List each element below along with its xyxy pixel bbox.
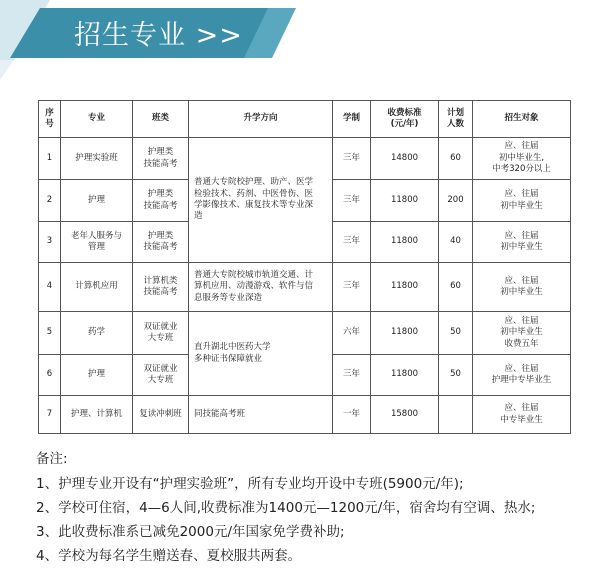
table-row — [39, 396, 571, 434]
cell-class: 复读冲刺班 — [133, 396, 189, 434]
cell-fee: 11800 — [371, 312, 439, 355]
table-row — [39, 263, 571, 312]
cell-fee: 14800 — [371, 138, 439, 180]
table-header-row — [39, 101, 571, 138]
cell-no: 6 — [39, 355, 61, 396]
cell-target: 应、往届 初中毕业生 — [473, 180, 571, 222]
cell-direction: 同技能高考班 — [189, 396, 333, 434]
cell-years: 六年 — [333, 312, 371, 355]
cell-plan: 60 — [439, 138, 473, 180]
cell-fee: 11800 — [371, 263, 439, 312]
cell-class: 护理类 技能高考 — [133, 138, 189, 180]
cell-class: 计算机类 技能高考 — [133, 263, 189, 312]
notes-title: 备注: — [36, 451, 68, 467]
cell-target: 应、往届 初中毕业生, 中考320分以上 — [473, 138, 571, 180]
banner-title: 招生专业 >> — [74, 20, 243, 51]
cell-target: 应、往届 中专毕业生 — [473, 396, 571, 434]
header-no: 序 号 — [39, 101, 61, 138]
cell-target: 应、往届 初中毕业生 — [473, 263, 571, 312]
cell-target: 应、往届 初中毕业生 — [473, 222, 571, 263]
cell-target: 应、往届 初中毕业生 收费五年 — [473, 312, 571, 355]
cell-major: 护理实验班 — [61, 138, 133, 180]
cell-years: 一年 — [333, 396, 371, 434]
cell-no: 1 — [39, 138, 61, 180]
cell-target: 应、往届 护理中专毕业生 — [473, 355, 571, 396]
table-row — [39, 312, 571, 355]
cell-direction: 普通大专院校护理、助产、医学 检验技术、药剂、中医骨伤、医 学影像技术、康复技术等专业深 造 — [189, 138, 333, 263]
cell-major: 老年人服务与 管理 — [61, 222, 133, 263]
cell-no: 3 — [39, 222, 61, 263]
cell-no: 2 — [39, 180, 61, 222]
cell-major: 计算机应用 — [61, 263, 133, 312]
note-item: 2、学校可住宿，4—6人间,收费标准为1400元—1200元/年，宿舍均有空调、热水; — [36, 500, 536, 516]
header-target: 招生对象 — [473, 101, 571, 138]
header-fee: 收费标准 (元/年) — [371, 101, 439, 138]
cell-direction: 普通大专院校城市轨道交通、计 算机应用、动漫游戏、软件与信 息服务等专业深造 — [189, 263, 333, 312]
cell-years: 三年 — [333, 138, 371, 180]
note-item: 3、此收费标准系已减免2000元/年国家免学费补助; — [36, 524, 345, 540]
cell-major: 护理 — [61, 180, 133, 222]
cell-direction: 直升湖北中医药大学 多种证书保障就业 — [189, 312, 333, 396]
cell-fee: 11800 — [371, 355, 439, 396]
header-class: 班类 — [133, 101, 189, 138]
cell-plan: 200 — [439, 180, 473, 222]
cell-class: 双证就业 大专班 — [133, 355, 189, 396]
table-row — [39, 138, 571, 180]
cell-fee: 15800 — [371, 396, 439, 434]
cell-major: 护理、计算机 — [61, 396, 133, 434]
cell-fee: 11800 — [371, 180, 439, 222]
header-direction: 升学方向 — [189, 101, 333, 138]
header-years: 学制 — [333, 101, 371, 138]
note-item: 1、护理专业开设有“护理实验班”，所有专业均开设中专班(5900元/年); — [36, 476, 464, 492]
cell-years: 三年 — [333, 355, 371, 396]
cell-major: 药学 — [61, 312, 133, 355]
header-major: 专业 — [61, 101, 133, 138]
cell-plan: 60 — [439, 263, 473, 312]
cell-major: 护理 — [61, 355, 133, 396]
cell-years: 三年 — [333, 180, 371, 222]
cell-plan — [439, 396, 473, 434]
cell-years: 三年 — [333, 222, 371, 263]
cell-no: 7 — [39, 396, 61, 434]
notes-section — [36, 447, 596, 568]
cell-plan: 50 — [439, 312, 473, 355]
note-item: 4、学校为每名学生赠送春、夏校服共两套。 — [36, 548, 302, 564]
cell-class: 护理类 技能高考 — [133, 222, 189, 263]
cell-no: 5 — [39, 312, 61, 355]
header-plan: 计划 人数 — [439, 101, 473, 138]
cell-plan: 40 — [439, 222, 473, 263]
cell-no: 4 — [39, 263, 61, 312]
section-banner — [0, 0, 600, 80]
cell-class: 护理类 技能高考 — [133, 180, 189, 222]
cell-years: 三年 — [333, 263, 371, 312]
cell-plan: 50 — [439, 355, 473, 396]
cell-fee: 11800 — [371, 222, 439, 263]
cell-class: 双证就业 大专班 — [133, 312, 189, 355]
majors-table — [38, 100, 571, 434]
